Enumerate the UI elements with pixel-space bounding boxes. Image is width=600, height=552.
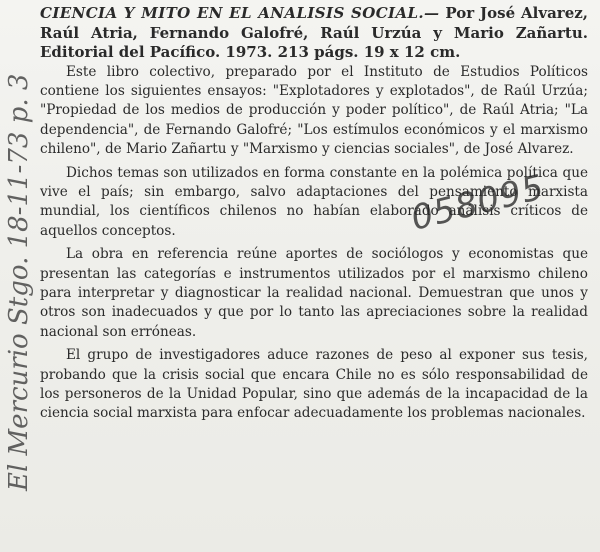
book-authors: Por José Alvarez, Raúl Atria, Fernando Galofré, Raúl Urzúa y Mario Zañartu. — [40, 4, 588, 42]
article-heading — [40, 4, 588, 63]
body-paragraph: El grupo de investigadores aduce razones de peso al exponer sus tesis, probando que la crisis social que encara Chile no es sólo responsabilidad de los personeros de la Unidad Popular, sino que además de la incapacidad de la ciencia social marxista para enfocar adecuadamente los problemas nacionales. — [40, 347, 588, 422]
review-article — [40, 4, 588, 424]
handwritten-catalog-number: 058095 — [407, 167, 549, 239]
book-title: CIENCIA Y MITO EN EL ANALISIS SOCIAL.— — [40, 4, 440, 22]
body-paragraph: Este libro colectivo, preparado por el Instituto de Estudios Políticos contiene los siguientes ensayos: "Explotadores y explotados", de Raúl Urzúa; "Propiedad de los medios de producción y poder político", de Raúl Atria; "La dependencia", de Fernando Galofré; "Los estímulos económicos y el marxismo chileno", de Mario Zañartu y "Marxismo y ciencias sociales", de José Alvarez. — [40, 63, 588, 158]
handwritten-source-date-annotation: El Mercurio Stgo. 18-11-73 p. 3 — [4, 73, 34, 491]
body-paragraph: Dichos temas son utilizados en forma constante en la polémica política que vive el país; sin embargo, salvo adaptaciones del pensamiento marxista mundial, los científicos chilenos no habían elaborado análisis críticos de aquellos conceptos. — [40, 164, 588, 239]
publication-details: Editorial del Pacífico. 1973. 213 págs. 19 x 12 cm. — [40, 43, 461, 61]
body-paragraph: La obra en referencia reúne aportes de sociólogos y economistas que presentan las categorías e instrumentos utilizados por el marxismo chileno para interpretar y diagnosticar la realidad nacional. Demuestran que unos y otros son inadecuados y que por lo tanto las apreciaciones sobre la realidad nacional son erróneas. — [40, 246, 588, 340]
